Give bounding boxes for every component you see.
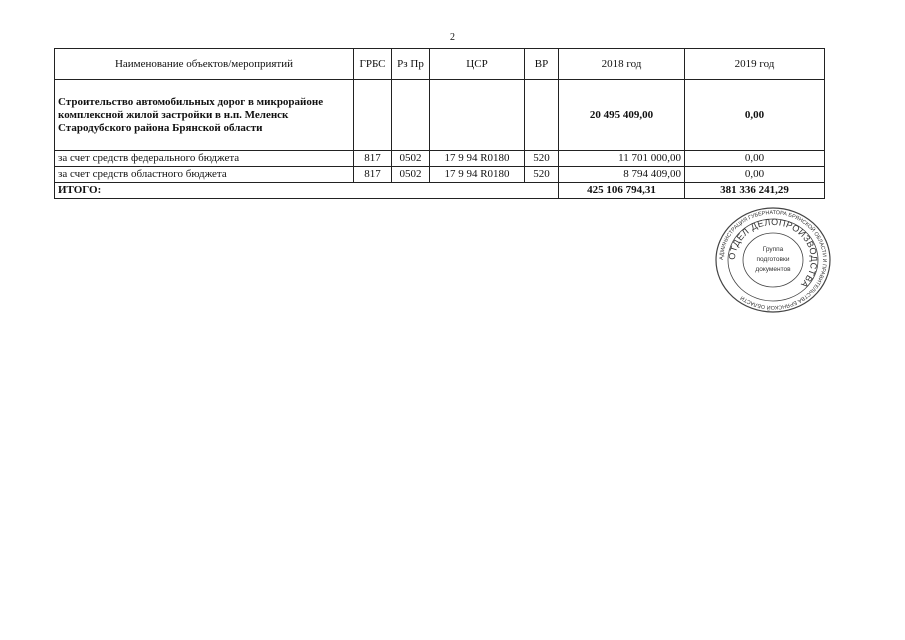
- budget-table: [54, 48, 825, 199]
- row-vr: 520: [525, 167, 559, 183]
- row-csr: 17 9 94 R0180: [430, 151, 525, 167]
- row-2018: 11 701 000,00: [559, 151, 685, 167]
- project-vr: [525, 80, 559, 151]
- project-csr: [430, 80, 525, 151]
- stamp-line-2: подготовки: [756, 256, 790, 263]
- project-grbs: [354, 80, 392, 151]
- project-row: [55, 80, 825, 151]
- table-row: [55, 151, 825, 167]
- header-2019: 2019 год: [685, 49, 825, 80]
- row-rzpr: 0502: [392, 167, 430, 183]
- header-vr: ВР: [525, 49, 559, 80]
- header-grbs: ГРБС: [354, 49, 392, 80]
- row-vr: 520: [525, 151, 559, 167]
- row-2019: 0,00: [685, 151, 825, 167]
- header-2018: 2018 год: [559, 49, 685, 80]
- header-name: Наименование объектов/мероприятий: [55, 49, 354, 80]
- total-label: ИТОГО:: [55, 183, 559, 199]
- row-rzpr: 0502: [392, 151, 430, 167]
- project-2018: 20 495 409,00: [559, 80, 685, 151]
- total-row: [55, 183, 825, 199]
- table-row: [55, 167, 825, 183]
- header-csr: ЦСР: [430, 49, 525, 80]
- row-csr: 17 9 94 R0180: [430, 167, 525, 183]
- row-grbs: 817: [354, 151, 392, 167]
- row-2018: 8 794 409,00: [559, 167, 685, 183]
- table-header-row: [55, 49, 825, 80]
- stamp-line-1: Группа: [762, 246, 784, 253]
- stamp-middle-text: ОТДЕЛ ДЕЛОПРОИЗВОДСТВА: [726, 216, 820, 290]
- row-name: за счет средств областного бюджета: [55, 167, 354, 183]
- header-rzpr: Рз Пр: [392, 49, 430, 80]
- total-2018: 425 106 794,31: [559, 183, 685, 199]
- project-name: Строительство автомобильных дорог в микрорайоне комплексной жилой застройки в н.п. Меленск Стародубского района Брянской области: [55, 80, 354, 151]
- project-rzpr: [392, 80, 430, 151]
- stamp-line-3: документов: [755, 266, 791, 273]
- office-stamp: [714, 206, 832, 314]
- row-name: за счет средств федерального бюджета: [55, 151, 354, 167]
- project-2019: 0,00: [685, 80, 825, 151]
- page-number: 2: [450, 32, 455, 43]
- row-grbs: 817: [354, 167, 392, 183]
- stamp-outer-text: АДМИНИСТРАЦИЯ ГУБЕРНАТОРА БРЯНСКОЙ ОБЛАСТИ И ПРАВИТЕЛЬСТВА БРЯНСКОЙ ОБЛАСТИ: [718, 209, 828, 311]
- total-2019: 381 336 241,29: [685, 183, 825, 199]
- row-2019: 0,00: [685, 167, 825, 183]
